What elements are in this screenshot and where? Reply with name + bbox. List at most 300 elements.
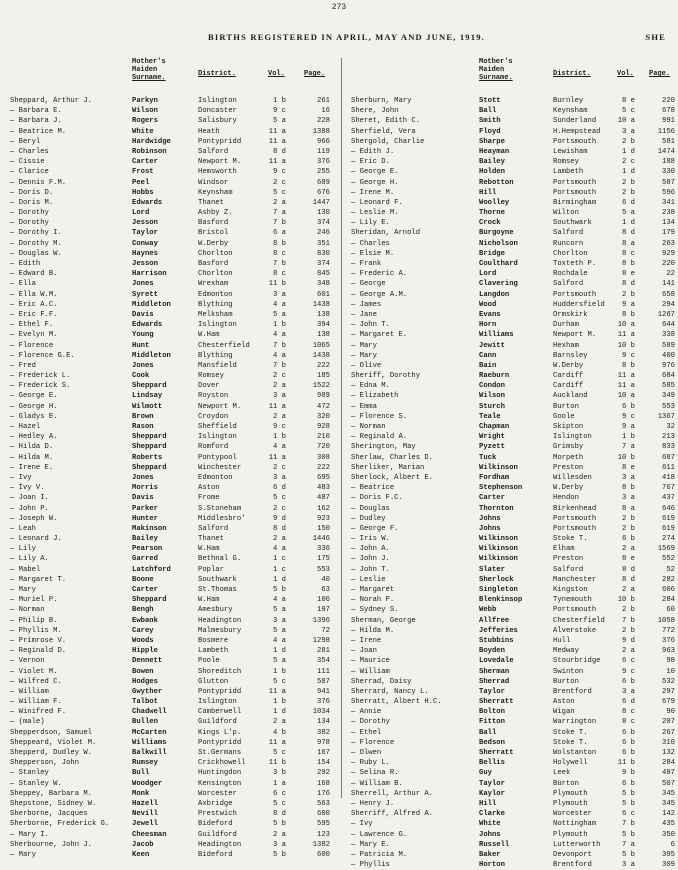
district: Basford [198,219,229,228]
page-ref: 437 [662,494,675,503]
page-ref: 611 [662,463,675,472]
register-entry [341,728,678,738]
volume: 3 a [622,494,635,503]
child-name: — Gladys E. [10,412,58,421]
register-entry [341,738,678,748]
mothers-maiden-surname: Sturch [479,402,505,411]
volume: 11 b [617,759,635,768]
district: Cardiff [553,372,584,381]
volume: 8 d [273,810,286,819]
district: Romsey [553,158,579,167]
page-number: 273 [331,3,347,12]
district: Runcorn [553,239,584,248]
child-name: — Elsie M. [351,249,395,258]
mothers-maiden-surname: Johns [479,514,501,523]
volume: 1 d [273,575,286,584]
mothers-maiden-surname: Boone [132,575,154,584]
register-entry [0,758,341,768]
page-ref: 687 [662,453,675,462]
mothers-maiden-surname: Bowen [132,667,154,676]
volume: 1 c [273,555,286,564]
district: Burnley [553,97,584,105]
district-heading: District. [553,70,591,78]
page-ref: 123 [317,830,330,839]
volume: 6 d [622,698,635,707]
page-ref: 330 [662,168,675,177]
volume: 5 c [622,107,635,116]
district: Pontypridd [198,137,242,146]
volume: 6 c [622,657,635,666]
child-name: — Margaret T. [10,575,67,584]
child-name: — Beatrice [351,484,395,493]
child-name: — (male) [10,718,45,727]
volume: 7 b [622,820,635,829]
volume: 1 b [273,321,286,330]
page-ref: 175 [317,555,330,564]
district: Kensington [198,779,242,788]
page-ref: 162 [317,504,330,513]
district: Hull [553,636,571,645]
page-ref: 220 [662,260,675,268]
page-ref: 472 [317,402,330,411]
page-ref: 376 [317,698,330,707]
volume: 5 a [273,626,286,635]
child-name: — Norah P. [351,596,395,605]
district: St.Thomas [198,586,237,594]
child-name: — Doris D. [10,188,54,197]
district: Islington [553,433,592,442]
mothers-maiden-surname: Sheppard [132,433,167,442]
child-name: — Leonard J. [10,535,62,544]
mothers-maiden-surname: Peel [132,178,150,187]
page-ref: 767 [662,484,675,493]
register-entry [0,208,341,218]
page-ref: 507 [662,779,675,788]
district: Tynemouth [553,596,592,605]
volume: 4 a [273,331,286,340]
register-entry [0,656,341,666]
mothers-maiden-surname: Hardwidge [132,137,171,146]
child-name: Sherriff, Alfred A. [351,810,433,819]
volume: 2 b [622,188,635,197]
page-ref: 63 [321,586,330,594]
register-entry [0,595,341,605]
child-name: — Florence G.E. [10,351,75,360]
register-entry [0,167,341,177]
child-name: — Wilfred C. [10,677,62,686]
child-name: Sherratt, Albert H.C. [351,698,442,707]
child-name: Sherborne, Frederick G. [10,820,110,829]
district: Durham [553,321,579,330]
page-ref: 1447 [312,198,330,207]
volume: 5 a [622,209,635,218]
volume: 10 b [617,453,635,462]
mothers-maiden-surname: Ball [479,107,497,116]
mothers-maiden-surname: Cheesman [132,830,167,839]
mothers-maiden-surname: Parkyn [132,97,158,105]
register-entry [341,310,678,320]
page-ref: 142 [662,810,675,819]
register-entry [341,198,678,208]
district: Portsmouth [553,178,597,187]
mothers-maiden-surname: Webb [479,606,497,615]
mothers-maiden-surname: Sherrad [479,677,510,686]
page-ref: 553 [662,402,675,411]
district: Chesterfield [553,616,605,625]
register-entry [341,402,678,412]
page-ref: 830 [317,249,330,258]
page-ref: 553 [317,565,330,574]
child-name: — Ivy [10,473,32,482]
mothers-maiden-surname: Balkwill [132,749,167,757]
child-name: — Beatrice M. [10,127,67,136]
page-ref: 589 [662,341,675,350]
page-ref: 72 [321,626,330,635]
register-entry [341,106,678,116]
district: Chorlton [553,249,588,258]
register-entry [341,157,678,167]
register-entry [0,412,341,422]
volume: 9 c [622,667,635,676]
district: Malmesbury [198,626,242,635]
district: Goole [553,412,575,421]
district: Thanet [198,198,224,207]
volume: 3 a [273,392,286,401]
page-ref: 40 [321,575,330,584]
volume: 8 b [622,484,635,493]
register-entry [341,442,678,452]
register-entry [0,290,341,300]
child-name: — John T. [351,565,390,574]
mothers-maiden-surname: Jones [132,361,154,370]
mothers-maiden-surname: Jewitt [479,341,505,350]
page-ref: 966 [317,137,330,146]
page-ref: 1034 [312,708,330,717]
register-entry [341,514,678,524]
register-entry [0,748,341,758]
register-entry [341,605,678,615]
register-entry [341,554,678,564]
child-name: — Florence [10,341,54,350]
district: Poole [198,657,220,666]
volume: 2 a [273,535,286,544]
mothers-maiden-surname: Sheppard [132,382,167,391]
mothers-maiden-surname: Davis [132,310,154,319]
register-entry [0,127,341,137]
mothers-maiden-surname: Jesson [132,219,158,228]
mothers-maiden-surname: White [479,820,501,829]
volume: 5 c [273,677,286,686]
volume: 3 a [273,840,286,849]
volume: 8 c [622,708,635,717]
mothers-maiden-surname-heading: Mother's Maiden Surname. [132,58,166,82]
page-ref: 595 [317,820,330,829]
child-name: — Hilda D. [10,443,54,452]
volume: 2 b [622,290,635,299]
mothers-maiden-surname: Horton [479,861,505,870]
child-name: — Cissie [10,158,45,167]
child-name: — Frederick L. [10,372,71,381]
register-entry [0,249,341,259]
page-ref: 1396 [312,616,330,625]
child-name: — Frank [351,260,382,268]
page-ref: 310 [662,738,675,747]
volume: 8 e [622,97,635,105]
mothers-maiden-surname: Hobbs [132,188,154,197]
register-entry [341,259,678,269]
district: Guildford [198,830,237,839]
district: Edmonton [198,473,233,482]
mothers-maiden-surname: Chapman [479,423,510,431]
volume: 2 a [622,586,635,594]
district: Islington [198,97,237,105]
district: Romsey [198,372,224,381]
volume: 5 c [273,749,286,757]
district: Alverstoke [553,626,597,635]
mothers-maiden-surname: Thorne [479,209,505,218]
mothers-maiden-surname: Kaylor [479,789,505,798]
child-name: — Douglas [351,504,390,513]
child-name: — Emma [351,402,377,411]
child-name: — Ivy [351,820,373,829]
volume: 6 d [273,484,286,493]
volume: 6 d [622,198,635,207]
volume: 1 d [273,647,286,656]
page-ref: 22 [666,270,675,279]
page-ref: 606 [662,586,675,594]
mothers-maiden-surname: Taylor [132,229,158,238]
mothers-maiden-surname: Cann [479,351,497,360]
volume: 2 c [273,372,286,381]
mothers-maiden-surname: Ewbank [132,616,158,625]
volume: 2 c [273,504,286,513]
register-entry [0,137,341,147]
page-ref: 1367 [657,412,675,421]
register-entry [0,402,341,412]
volume: 2 a [622,647,635,656]
page-ref: 106 [317,596,330,605]
mothers-maiden-surname: Sheppard [132,463,167,472]
district: S.Stoneham [198,504,242,513]
district: Worcester [198,789,237,798]
district: Stoke T. [553,728,588,737]
page-ref: 581 [662,137,675,146]
child-name: — Hilda M. [351,626,395,635]
register-entry [0,442,341,452]
child-name: — Beryl [10,137,41,146]
register-entry [341,789,678,799]
register-entry [341,697,678,707]
register-entry [341,779,678,789]
mothers-maiden-surname: Bengh [132,606,154,615]
register-entry [0,453,341,463]
mothers-maiden-surname: Middleton [132,351,171,360]
register-entry [0,269,341,279]
mothers-maiden-surname: Lovedale [479,657,514,666]
mothers-maiden-surname: Boyden [479,647,505,656]
child-name: — Olive [351,361,382,370]
mothers-maiden-surname: Bedson [479,738,505,747]
mothers-maiden-surname: Makinson [132,524,167,533]
district: Camberwell [198,708,242,717]
district: Blything [198,300,233,309]
page-ref: 695 [317,473,330,482]
register-entry [341,758,678,768]
register-entry [341,677,678,687]
volume: 11 b [268,759,286,768]
mothers-maiden-surname: Slater [479,565,505,574]
page-ref: 928 [317,423,330,431]
district: Newport M. [553,331,597,340]
district: Stourbridge [553,657,601,666]
child-name: — Mary [351,351,377,360]
page-ref: 600 [317,850,330,859]
mothers-maiden-surname: Bullen [132,718,158,727]
district: Aston [553,698,575,707]
mothers-maiden-surname: Smith [479,117,501,126]
child-name: — Frederick S. [10,382,71,391]
page-ref: 284 [662,759,675,768]
page-ref: 376 [662,636,675,645]
register-entry [0,616,341,626]
volume: 8 b [622,310,635,319]
district: Plymouth [553,830,588,839]
child-name: Sherrad, Daisy [351,677,412,686]
child-name: — William [10,687,49,696]
mothers-maiden-surname: Clavering [479,280,518,289]
mothers-maiden-surname: Woods [132,636,154,645]
child-name: — Lily [10,545,36,554]
child-name: — Henry J. [351,799,395,808]
child-name: — Clarice [10,168,49,177]
child-name: — Dennis F.M. [10,178,67,187]
page-ref: 10 [666,667,675,676]
mothers-maiden-surname: Edwards [132,321,163,330]
page-ref: 1438 [312,300,330,309]
district: Portsmouth [553,514,597,523]
page-ref: 220 [662,97,675,105]
mothers-maiden-surname: Wilkinson [479,555,518,564]
page-ref: 222 [317,463,330,472]
mothers-maiden-surname: Parker [132,504,158,513]
register-entry [0,544,341,554]
page-ref: 197 [317,606,330,615]
child-name: Sheret, Edith C. [351,117,421,126]
child-name: — George E. [10,392,58,401]
register-entry [0,239,341,249]
district: Stoke T. [553,535,588,544]
district: Birmingham [553,198,597,207]
volume: 9 c [273,423,286,431]
mothers-maiden-surname: Wood [479,300,497,309]
district: Lewisham [553,147,588,156]
page-ref: 619 [662,524,675,533]
volume: 8 e [622,270,635,279]
district: Burton [553,677,579,686]
district: Brentford [553,861,592,870]
district: Islington [198,433,237,442]
volume: 9 c [273,168,286,177]
child-name: — Mary [351,341,377,350]
register-entry [341,228,678,238]
child-name: — Edna M. [351,382,390,391]
district: Ormskirk [553,310,588,319]
register-entry [0,575,341,585]
volume: 2 b [622,626,635,635]
child-name: Sherlaw, Charles D. [351,453,433,462]
register-entry [341,269,678,279]
child-name: — Eric F.F. [10,310,58,319]
district: W.Derby [198,239,229,248]
district: Huddersfield [553,300,605,309]
register-entry [0,493,341,503]
page-ref: 833 [662,443,675,452]
register-entry [0,585,341,595]
child-name: — Jane [351,310,377,319]
district: Doncaster [198,107,237,116]
district: Kingston [553,586,588,594]
volume: 8 a [622,239,635,248]
child-name: — William B. [351,779,403,788]
district: Crickhowell [198,759,246,768]
page-ref: 98 [666,657,675,666]
volume: 3 a [273,473,286,482]
volume: 2 c [622,158,635,167]
mothers-maiden-surname: Baker [479,850,501,859]
volume: 10 a [617,392,635,401]
page-ref: 282 [662,575,675,584]
mothers-maiden-surname: Fitton [479,718,505,727]
register-entry [0,391,341,401]
volume: 1 b [622,433,635,442]
mothers-maiden-surname: Russell [479,840,510,849]
mothers-maiden-surname: Edwards [132,198,163,207]
district: Dover [198,382,220,391]
volume: 8 d [622,565,635,574]
district: Thanet [198,535,224,544]
page-ref: 976 [662,361,675,370]
page-ref: 1569 [657,545,675,554]
child-name: — Eric D. [351,158,390,167]
child-name: — Primrose V. [10,636,67,645]
register-entry [341,830,678,840]
page-ref: 263 [662,239,675,248]
district: Guildford [198,718,237,727]
page-ref: 281 [317,647,330,656]
mothers-maiden-surname: Garred [132,555,158,564]
page-ref: 676 [317,188,330,197]
district: Wilton [553,209,579,218]
register-entry [0,310,341,320]
page-ref: 1058 [657,616,675,625]
child-name: Sherrard, Nancy L. [351,687,429,696]
register-entry [0,351,341,361]
register-entry [0,554,341,564]
volume: 8 c [622,718,635,727]
page-ref: 188 [662,158,675,167]
district: Salisbury [198,117,237,126]
register-entry [341,412,678,422]
volume: 11 a [268,158,286,167]
mothers-maiden-surname: Wright [479,433,505,442]
child-name: — Patricia M. [351,850,408,859]
register-entry [0,850,341,860]
volume: 5 b [273,586,286,594]
register-entry [0,697,341,707]
volume: 11 a [268,127,286,136]
page-ref: 376 [317,158,330,167]
register-entry [0,626,341,636]
